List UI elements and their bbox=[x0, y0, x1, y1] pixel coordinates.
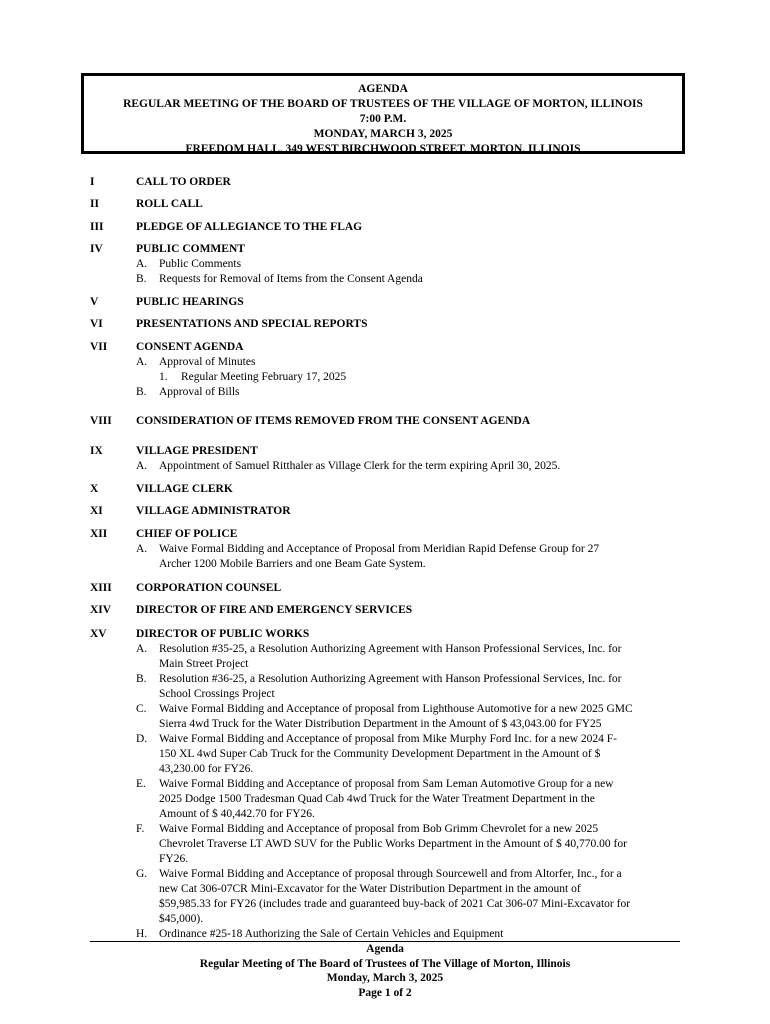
item-number: XIV bbox=[90, 604, 112, 616]
header-title: AGENDA bbox=[358, 83, 408, 95]
sub-item bbox=[136, 777, 684, 822]
sub-item bbox=[136, 672, 684, 702]
sub-item-letter: A. bbox=[136, 460, 148, 472]
header-location: FREEDOM HALL, 349 WEST BIRCHWOOD STREET, MORTON, ILLINOIS bbox=[185, 143, 581, 155]
item-number: V bbox=[90, 296, 99, 308]
sub-item bbox=[136, 459, 684, 474]
item-title: CONSIDERATION OF ITEMS REMOVED FROM THE CONSENT AGENDA bbox=[136, 415, 531, 427]
sub-item-letter: H. bbox=[136, 928, 148, 940]
item-number: VII bbox=[90, 341, 108, 353]
sub-item bbox=[136, 927, 684, 942]
sub-item-text: Requests for Removal of Items from the Consent Agenda bbox=[159, 273, 423, 285]
sub-item-text: Waive Formal Bidding and Acceptance of Proposal from Meridian Rapid Defense Group for 27 bbox=[159, 543, 600, 555]
sub-item-letter: C. bbox=[136, 703, 147, 715]
sub-item-text: Waive Formal Bidding and Acceptance of proposal from Lighthouse Automotive for a new 2025 GMC bbox=[159, 703, 633, 715]
sub-item-text: Main Street Project bbox=[159, 658, 249, 670]
item-number: VI bbox=[90, 318, 103, 330]
sub-item-letter: B. bbox=[136, 673, 147, 685]
sub-item bbox=[136, 385, 684, 400]
sub-item-text: new Cat 306-07CR Mini-Excavator for the Water Distribution Department in the amount of bbox=[159, 883, 581, 895]
sub-item-list bbox=[136, 642, 684, 942]
item-title: VILLAGE PRESIDENT bbox=[136, 445, 258, 457]
item-number: XV bbox=[90, 628, 107, 640]
sub-item-text: Appointment of Samuel Ritthaler as Village Clerk for the term expiring April 30, 2025. bbox=[159, 460, 561, 472]
item-number: III bbox=[90, 221, 104, 233]
sub-item-text: Sierra 4wd Truck for the Water Distribution Department in the Amount of $ 43,043.00 for FY25 bbox=[159, 718, 602, 730]
page-footer bbox=[0, 942, 770, 1000]
sub-item-text: 2025 Dodge 1500 Tradesman Quad Cab 4wd Truck for the Water Treatment Department in the bbox=[159, 793, 595, 805]
sub-item-text: 150 XL 4wd Super Cab Truck for the Community Development Department in the Amount of $ bbox=[159, 748, 601, 760]
sub-item-list bbox=[136, 355, 684, 400]
item-title: PRESENTATIONS AND SPECIAL REPORTS bbox=[136, 318, 368, 330]
sub-item bbox=[136, 702, 684, 732]
sub-item-text: Resolution #35-25, a Resolution Authorizing Agreement with Hanson Professional Services, Inc. for bbox=[159, 643, 622, 655]
sub-item-letter: A. bbox=[136, 543, 148, 555]
sub-item-letter: D. bbox=[136, 733, 148, 745]
sub-item-text: Regular Meeting February 17, 2025 bbox=[181, 371, 347, 383]
item-title: DIRECTOR OF PUBLIC WORKS bbox=[136, 628, 310, 640]
item-number: II bbox=[90, 198, 99, 210]
item-title: CONSENT AGENDA bbox=[136, 341, 244, 353]
item-title: PUBLIC HEARINGS bbox=[136, 296, 244, 308]
sub-item-text: Waive Formal Bidding and Acceptance of proposal through Sourcewell and from Altorfer, Inc., for a bbox=[159, 868, 622, 880]
footer-date: Monday, March 3, 2025 bbox=[326, 972, 444, 984]
sub-item-text: $45,000). bbox=[159, 913, 204, 925]
sub-item bbox=[136, 732, 684, 777]
sub-item-letter: A. bbox=[136, 356, 148, 368]
sub-item-letter: B. bbox=[136, 273, 147, 285]
sub-item-text: Approval of Bills bbox=[159, 386, 240, 398]
header-date: MONDAY, MARCH 3, 2025 bbox=[313, 128, 453, 140]
sub-item-text: Ordinance #25-18 Authorizing the Sale of Certain Vehicles and Equipment bbox=[159, 928, 504, 940]
header-time: 7:00 P.M. bbox=[359, 113, 407, 125]
sub-item-text: Waive Formal Bidding and Acceptance of proposal from Mike Murphy Ford Inc. for a new 2024 F- bbox=[159, 733, 618, 745]
sub-item bbox=[136, 542, 684, 572]
sub-item-text: Chevrolet Traverse LT AWD SUV for the Public Works Department in the Amount of $ 40,770.00 for bbox=[159, 838, 627, 850]
sub-item-text: School Crossings Project bbox=[159, 688, 275, 700]
sub-item-text: FY26. bbox=[159, 853, 189, 865]
sub-item-text: Waive Formal Bidding and Acceptance of proposal from Sam Leman Automotive Group for a new bbox=[159, 778, 614, 790]
item-title: CHIEF OF POLICE bbox=[136, 528, 238, 540]
sub-item bbox=[136, 272, 684, 287]
sub-item-letter: G. bbox=[136, 868, 148, 880]
item-title: VILLAGE ADMINISTRATOR bbox=[136, 505, 291, 517]
sub-item-text: Resolution #36-25, a Resolution Authorizing Agreement with Hanson Professional Services, Inc. for bbox=[159, 673, 622, 685]
sub-item-list bbox=[136, 542, 684, 572]
item-title: VILLAGE CLERK bbox=[136, 483, 233, 495]
sub-item-letter: E. bbox=[136, 778, 146, 790]
item-title: CALL TO ORDER bbox=[136, 176, 231, 188]
sub-item-text: Public Comments bbox=[159, 258, 242, 270]
item-number: VIII bbox=[90, 415, 112, 427]
sub-item bbox=[136, 257, 684, 272]
item-title: DIRECTOR OF FIRE AND EMERGENCY SERVICES bbox=[136, 604, 413, 616]
item-number: X bbox=[90, 483, 99, 495]
agenda-header-box bbox=[81, 73, 685, 154]
sub-item-text: Waive Formal Bidding and Acceptance of proposal from Bob Grimm Chevrolet for a new 2025 bbox=[159, 823, 599, 835]
item-number: XIII bbox=[90, 582, 112, 594]
page-number: Page 1 of 2 bbox=[358, 986, 412, 999]
sub-item-letter: F. bbox=[136, 823, 145, 835]
sub-item-letter: B. bbox=[136, 386, 147, 398]
item-number: IX bbox=[90, 445, 103, 457]
nested-sub-item bbox=[136, 370, 684, 385]
item-title: CORPORATION COUNSEL bbox=[136, 582, 282, 594]
footer-title: Agenda bbox=[366, 943, 404, 955]
item-title: PLEDGE OF ALLEGIANCE TO THE FLAG bbox=[136, 221, 363, 233]
item-title: ROLL CALL bbox=[136, 198, 203, 210]
sub-item bbox=[136, 822, 684, 867]
sub-item bbox=[136, 642, 684, 672]
sub-item-text: Approval of Minutes bbox=[159, 356, 256, 368]
sub-item-letter: A. bbox=[136, 258, 148, 270]
item-number: XI bbox=[90, 505, 103, 517]
item-title: PUBLIC COMMENT bbox=[136, 243, 245, 255]
sub-item-text: 43,230.00 for FY26. bbox=[159, 763, 254, 775]
header-meeting-name: REGULAR MEETING OF THE BOARD OF TRUSTEES OF THE VILLAGE OF MORTON, ILLINOIS bbox=[123, 98, 643, 110]
item-number: I bbox=[90, 176, 95, 188]
sub-item-letter: A. bbox=[136, 643, 148, 655]
footer-meeting-name: Regular Meeting of The Board of Trustees of The Village of Morton, Illinois bbox=[199, 957, 571, 970]
sub-item-text: Archer 1200 Mobile Barriers and one Beam Gate System. bbox=[159, 558, 426, 570]
sub-item-text: $59,985.33 for FY26 (includes trade and guaranteed buy-back of 2021 Cat 306-07 Mini-Excavator for bbox=[159, 898, 631, 910]
item-number: XII bbox=[90, 528, 108, 540]
sub-item-number: 1. bbox=[159, 371, 168, 383]
sub-item-text: Amount of $ 40,442.70 for FY26. bbox=[159, 808, 315, 820]
sub-item-list bbox=[136, 257, 684, 287]
sub-item-list bbox=[136, 459, 684, 474]
sub-item bbox=[136, 867, 684, 927]
item-number: IV bbox=[90, 243, 103, 255]
sub-item bbox=[136, 355, 684, 370]
